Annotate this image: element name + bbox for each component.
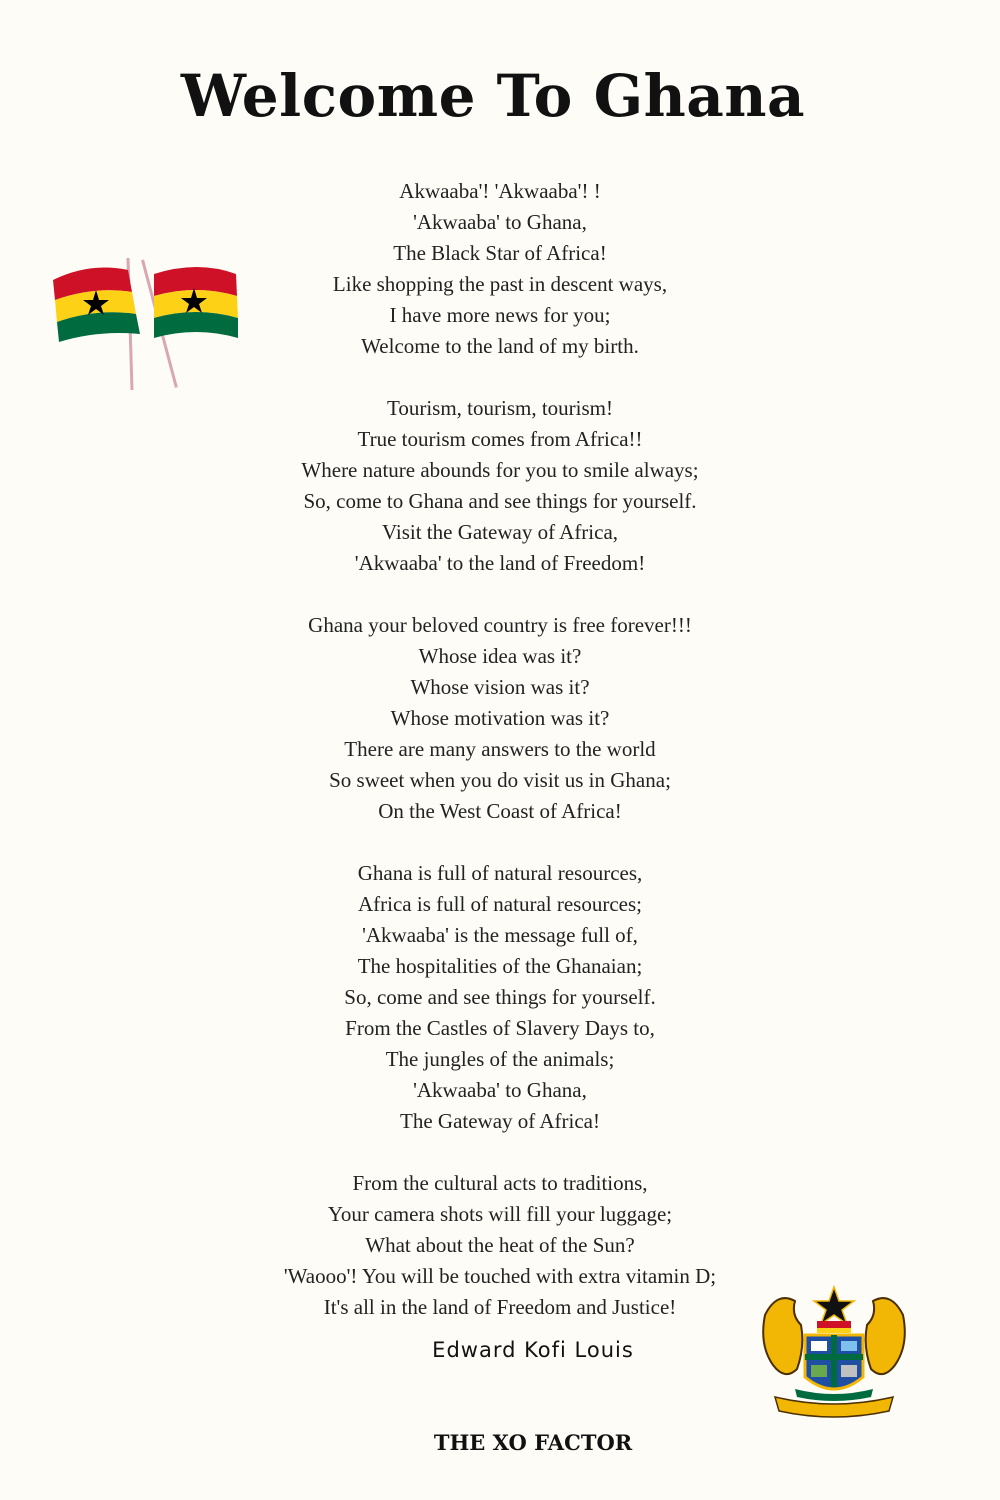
poem-line: The Black Star of Africa! xyxy=(393,241,607,265)
poem-line: Whose motivation was it? xyxy=(390,706,610,730)
poem-line: True tourism comes from Africa!! xyxy=(357,427,643,451)
brand-footer: THE XO FACTOR xyxy=(433,1430,633,1455)
poem-line: 'Akwaaba' to Ghana, xyxy=(413,1078,587,1102)
poem-stanza xyxy=(0,858,1000,1137)
poem-stanza xyxy=(0,393,1000,579)
poem-line: So sweet when you do visit us in Ghana; xyxy=(329,768,671,792)
poem-line: 'Akwaaba' is the message full of, xyxy=(362,923,638,947)
poem xyxy=(0,176,1000,1354)
poem-line: Whose vision was it? xyxy=(410,675,590,699)
poem-line: Welcome to the land of my birth. xyxy=(361,334,639,358)
poem-line: Your camera shots will fill your luggage; xyxy=(327,1202,673,1226)
poem-line: 'Waooo'! You will be touched with extra vitamin D; xyxy=(283,1264,717,1288)
poem-line: The hospitalities of the Ghanaian; xyxy=(357,954,643,978)
poem-stanza xyxy=(0,176,1000,362)
author-name: Edward Kofi Louis xyxy=(432,1338,634,1362)
poem-line: So, come and see things for yourself. xyxy=(344,985,656,1009)
poem-line: Tourism, tourism, tourism! xyxy=(386,396,614,420)
poem-line: Whose idea was it? xyxy=(418,644,582,668)
poem-line: Akwaaba'! 'Akwaaba'! ! xyxy=(399,179,601,203)
poem-line: There are many answers to the world xyxy=(344,737,656,761)
poem-line: Where nature abounds for you to smile always; xyxy=(301,458,699,482)
poem-line: Ghana your beloved country is free forever!!! xyxy=(308,613,692,637)
poem-line: Ghana is full of natural resources, xyxy=(357,861,643,885)
page-title: Welcome To Ghana xyxy=(180,62,806,130)
poem-line: I have more news for you; xyxy=(389,303,611,327)
ghana-coat-of-arms-icon xyxy=(755,1285,913,1423)
poem-line: Like shopping the past in descent ways, xyxy=(332,272,668,296)
poem-line: Africa is full of natural resources; xyxy=(358,892,642,916)
poem-line: From the cultural acts to traditions, xyxy=(352,1171,648,1195)
poem-line: On the West Coast of Africa! xyxy=(378,799,622,823)
poem-line: The jungles of the animals; xyxy=(385,1047,615,1071)
poem-line: So, come to Ghana and see things for yourself. xyxy=(303,489,697,513)
poem-stanza xyxy=(0,610,1000,827)
poem-line: Visit the Gateway of Africa, xyxy=(381,520,619,544)
poem-line: 'Akwaaba' to Ghana, xyxy=(413,210,587,234)
poem-line: From the Castles of Slavery Days to, xyxy=(345,1016,655,1040)
poem-line: It's all in the land of Freedom and Justice! xyxy=(323,1295,677,1319)
poem-line: The Gateway of Africa! xyxy=(400,1109,600,1133)
poem-line: 'Akwaaba' to the land of Freedom! xyxy=(354,551,646,575)
poem-line: What about the heat of the Sun? xyxy=(365,1233,635,1257)
